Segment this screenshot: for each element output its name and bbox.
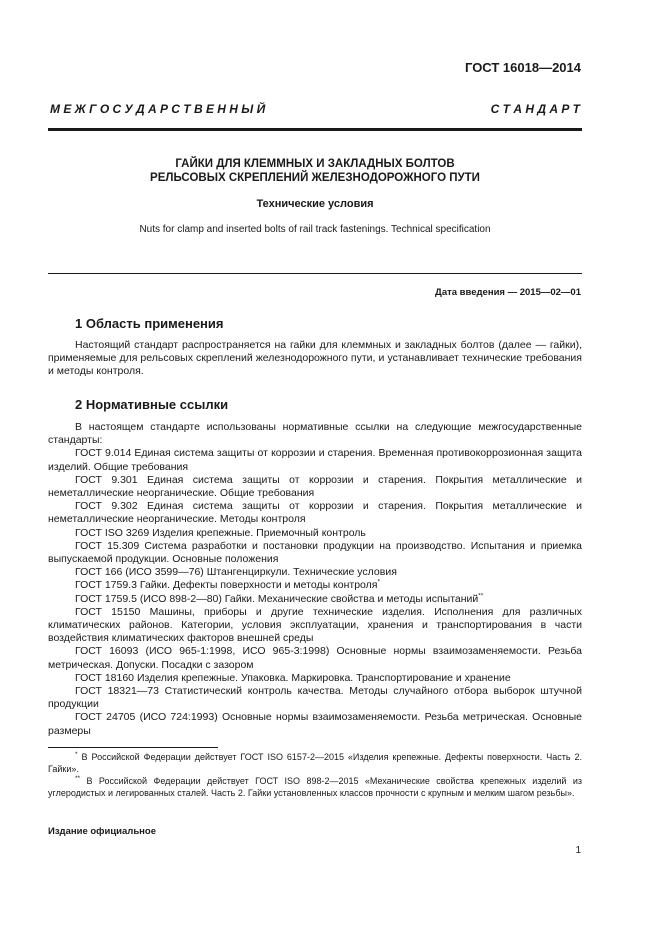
gost-number: ГОСТ 16018—2014 <box>465 60 581 75</box>
section-2-body <box>48 421 582 738</box>
english-title: Nuts for clamp and inserted bolts of rail track fastenings. Technical specification <box>139 224 491 235</box>
footnote-1-mark: * <box>75 751 78 758</box>
reference-item-with-footnote <box>48 593 582 606</box>
date-of-introduction: Дата введения — 2015—02—01 <box>435 287 581 298</box>
section-2-intro: В настоящем стандарте использованы нормативные ссылки на следующие межгосударственные стандарты: <box>48 421 582 447</box>
reference-item: ГОСТ 15150 Машины, приборы и другие технические изделия. Исполнения для различных климатических районов. Категории, условия эксплуатации, хранения и транспортирования в части воздействия климатических факторов внешней среды <box>48 605 582 645</box>
reference-item: ГОСТ 9.014 Единая система защиты от коррозии и старения. Временная противокоррозионная защита изделий. Общие требования <box>48 447 582 473</box>
footnote-2 <box>48 776 582 799</box>
official-edition-label: Издание официальное <box>48 826 156 837</box>
document-subtitle: Технические условия <box>256 198 374 210</box>
section-1-heading: 1 Область применения <box>75 316 224 331</box>
footnote-mark: * <box>377 578 380 586</box>
reference-item: ГОСТ ISO 3269 Изделия крепежные. Приемочный контроль <box>75 526 366 539</box>
footnote-1 <box>48 752 582 775</box>
top-rule <box>48 128 582 131</box>
reference-item: ГОСТ 16093 (ИСО 965-1:1998, ИСО 965-3:1998) Основные нормы взаимозаменяемости. Резьба метрическая. Допуски. Посадки с зазором <box>48 645 582 671</box>
footnote-mark: ** <box>478 592 484 600</box>
section-2-heading: 2 Нормативные ссылки <box>75 397 229 412</box>
reference-item-with-footnote <box>48 579 582 592</box>
footnote-1-text: В Российской Федерации действует ГОСТ ISO 6157-2—2015 «Изделия крепежные. Дефекты поверхности. Часть 2. Гайки». <box>48 752 582 774</box>
title-line-2: РЕЛЬСОВЫХ СКРЕПЛЕНИЙ ЖЕЛЕЗНОДОРОЖНОГО ПУТИ <box>150 172 480 184</box>
section-1-text: Настоящий стандарт распространяется на гайки для клеммных и закладных болтов (далее — гайки), применяемые для рельсовых скреплений железнодорожного пути, и устанавливает технические требования и методы контроля. <box>48 339 582 378</box>
footnote-separator <box>48 747 218 748</box>
page-number: 1 <box>575 845 581 856</box>
footnote-2-text: В Российской Федерации действует ГОСТ ISO 898-2—2015 «Механические свойства крепежных изделий из углеродистых и легированных сталей. Часть 2. Гайки установленных классов прочности с крупным и мелким шагом резьбы». <box>48 776 582 798</box>
reference-item: ГОСТ 18160 Изделия крепежные. Упаковка. Маркировка. Транспортирование и хранение <box>75 671 511 684</box>
reference-text: ГОСТ 1759.3 Гайки. Дефекты поверхности и методы контроля <box>75 579 378 592</box>
reference-item: ГОСТ 24705 (ИСО 724:1993) Основные нормы взаимозаменяемости. Резьба метрическая. Основные размеры <box>48 711 582 737</box>
document-title <box>48 157 582 185</box>
interstate-left: М Е Ж Г О С У Д А Р С Т В Е Н Н Ы Й <box>50 102 266 116</box>
interstate-right: С Т А Н Д А Р Т <box>490 102 580 116</box>
reference-item: ГОСТ 18321—73 Статистический контроль качества. Методы случайного отбора выборок штучной продукции <box>48 685 582 711</box>
reference-text: ГОСТ 1759.5 (ИСО 898-2—80) Гайки. Механические свойства и методы испытаний <box>75 592 479 605</box>
reference-item: ГОСТ 166 (ИСО 3599—76) Штангенциркули. Технические условия <box>75 566 397 579</box>
section-1-body <box>48 339 582 379</box>
reference-item: ГОСТ 9.302 Единая система защиты от коррозии и старения. Покрытия металлические и неметаллические неорганические. Методы контроля <box>48 500 582 526</box>
footnote-2-mark: ** <box>75 775 81 782</box>
reference-item: ГОСТ 9.301 Единая система защиты от коррозии и старения. Покрытия металлические и неметаллические неорганические. Общие требования <box>48 473 582 500</box>
middle-rule <box>48 273 582 274</box>
interstate-standard-label <box>50 102 580 116</box>
footnotes <box>48 752 582 800</box>
title-line-1: ГАЙКИ ДЛЯ КЛЕММНЫХ И ЗАКЛАДНЫХ БОЛТОВ <box>175 158 455 170</box>
reference-item: ГОСТ 15.309 Система разработки и постановки продукции на производство. Испытания и приемка выпускаемой продукции. Основные положения <box>48 539 582 566</box>
